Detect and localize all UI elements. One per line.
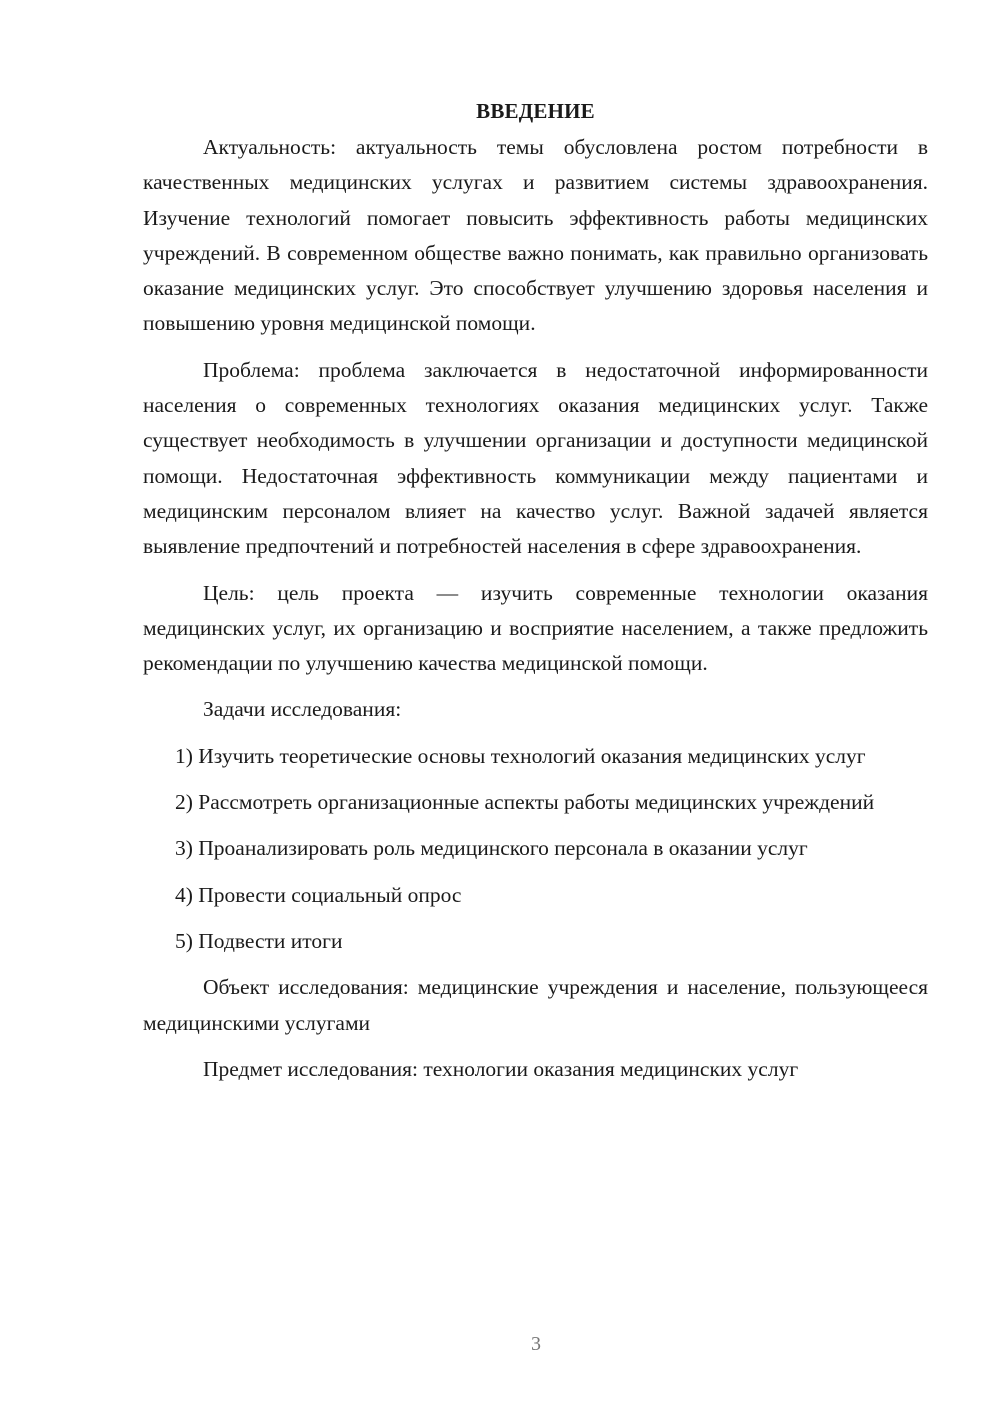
document-page — [143, 93, 928, 1087]
task-item-2: 2) Рассмотреть организационные аспекты работы медицинских учреждений — [175, 790, 875, 815]
page-number: 3 — [531, 1333, 541, 1355]
task-item-4: 4) Провести социальный опрос — [175, 882, 462, 907]
paragraph-problem: Проблема: проблема заключается в недостаточной информированности населения о современных технологиях оказания медицинских услуг. Также существует необходимость в улучшении организации и доступности медицинской помощи. Недостаточная эффективность коммуникации между пациентами и медицинским персоналом влияет на качество услуг. Важной задачей является выявление предпочтений и потребностей населения в сфере здравоохранения. — [143, 357, 928, 559]
paragraph-subject: Предмет исследования: технологии оказания медицинских услуг — [203, 1056, 799, 1081]
task-item-1: 1) Изучить теоретические основы технологий оказания медицинских услуг — [175, 743, 866, 768]
paragraph-goal: Цель: цель проекта — изучить современные технологии оказания медицинских услуг, их организацию и восприятие населением, а также предложить рекомендации по улучшению качества медицинской помощи. — [143, 580, 928, 676]
task-item-5: 5) Подвести итоги — [175, 928, 343, 953]
tasks-label: Задачи исследования: — [203, 697, 402, 722]
paragraph-relevance: Актуальность: актуальность темы обусловлена ростом потребности в качественных медицинских услугах и развитием системы здравоохранения. Изучение технологий помогает повысить эффективность работы медицинских учреждений. В современном обществе важно понимать, как правильно организовать оказание медицинских услуг. Это способствует улучшению здоровья населения и повышению уровня медицинской помощи. — [143, 135, 928, 336]
section-heading: ВВЕДЕНИЕ — [476, 99, 595, 123]
task-item-3: 3) Проанализировать роль медицинского персонала в оказании услуг — [175, 836, 808, 861]
paragraph-object: Объект исследования: медицинские учреждения и население, пользующееся медицинскими услугами — [143, 975, 928, 1035]
